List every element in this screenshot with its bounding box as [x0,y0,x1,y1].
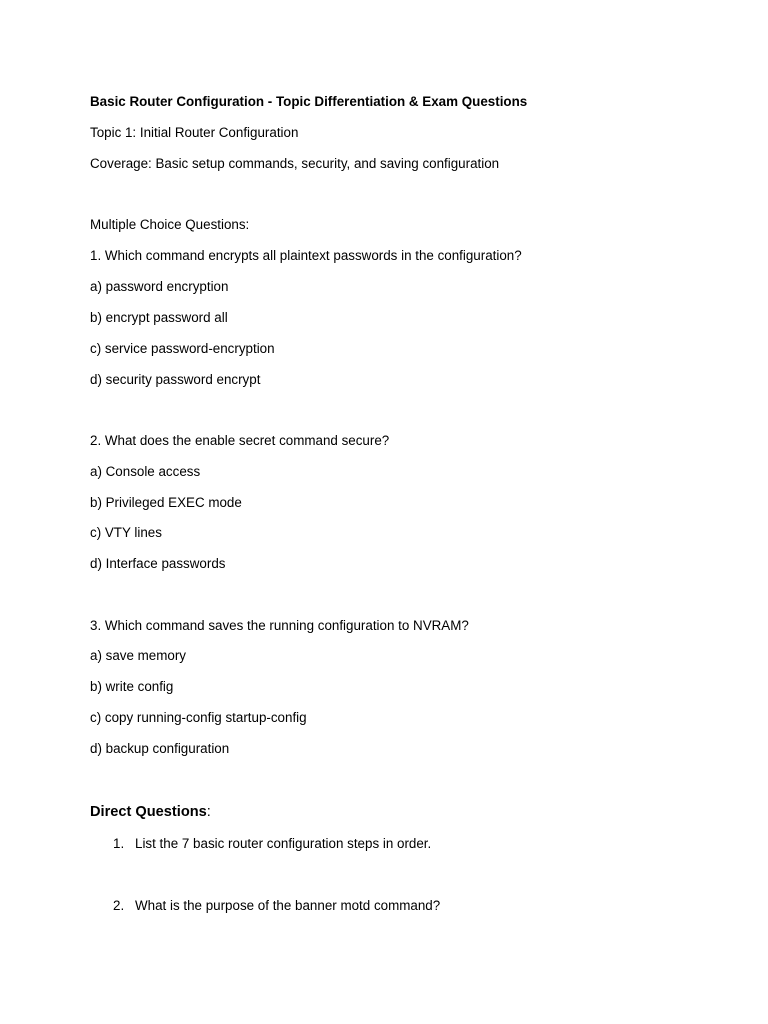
direct-question-2-text: What is the purpose of the banner motd command? [135,898,441,913]
direct-questions-heading-colon: : [206,804,211,820]
direct-question-1-text: List the 7 basic router configuration steps in order. [135,836,432,851]
question-1-option-a: a) password encryption [90,279,229,294]
mcq-heading: Multiple Choice Questions: [90,217,250,232]
question-1-option-c: c) service password-encryption [90,341,275,356]
question-2-option-a: a) Console access [90,464,201,479]
question-3-option-b: b) write config [90,679,174,694]
direct-questions-heading [90,803,211,821]
question-3-option-c: c) copy running-config startup-config [90,710,307,725]
question-2-option-b: b) Privileged EXEC mode [90,495,242,510]
question-3: 3. Which command saves the running configuration to NVRAM? [90,618,469,633]
direct-question-1-number: 1. [113,836,125,851]
coverage-line: Coverage: Basic setup commands, security, and saving configuration [90,156,500,171]
question-1: 1. Which command encrypts all plaintext passwords in the configuration? [90,248,522,263]
direct-question-2-number: 2. [113,898,125,913]
question-2-option-d: d) Interface passwords [90,556,226,571]
direct-question-1 [113,835,431,853]
question-3-option-a: a) save memory [90,648,186,663]
topic-line: Topic 1: Initial Router Configuration [90,125,299,140]
document-title: Basic Router Configuration - Topic Differentiation & Exam Questions [90,94,528,109]
direct-questions-heading-text: Direct Questions [90,804,207,820]
question-2-option-c: c) VTY lines [90,525,162,540]
question-2: 2. What does the enable secret command secure? [90,433,390,448]
direct-question-2 [113,897,440,915]
question-3-option-d: d) backup configuration [90,741,230,756]
question-1-option-b: b) encrypt password all [90,310,228,325]
question-1-option-d: d) security password encrypt [90,372,261,387]
